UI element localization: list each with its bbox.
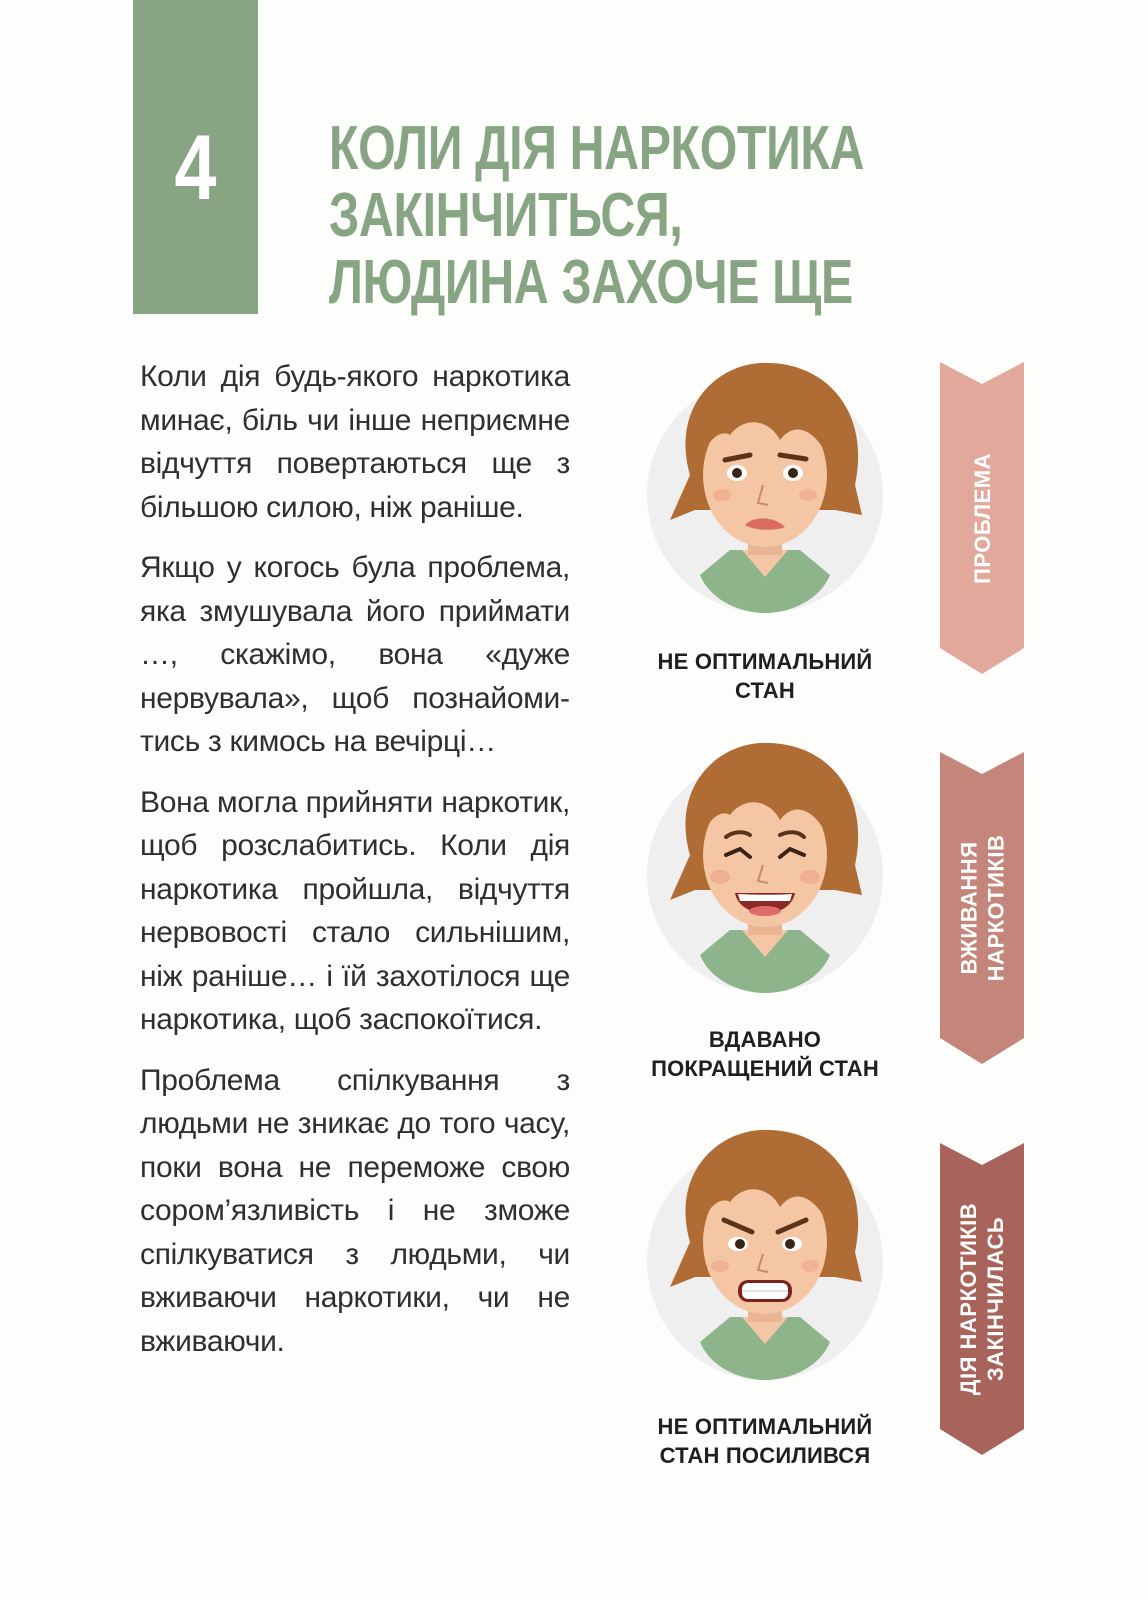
- chevron-label-effect-ended: ДІЯ НАРКОТИКІВ ЗАКІНЧИЛАСЬ: [956, 1202, 1009, 1396]
- happy-face-icon: [630, 725, 900, 995]
- page-title: [329, 114, 865, 317]
- title-line-1: КОЛИ ДІЯ НАРКОТИКА: [329, 114, 865, 183]
- stage-2-chevron: [940, 752, 1024, 1064]
- stage-1-chevron: [940, 362, 1024, 674]
- stage-1-caption: НЕ ОПТИМАЛЬНИЙ СТАН: [657, 649, 873, 703]
- title-line-2: ЗАКІНЧИТЬСЯ,: [329, 181, 683, 250]
- paragraph-3: Вона могла прийняти наркотик, щоб розслабитись. Коли дія наркотика пройшла, відчуття нервовості стало сильнішим, ніж раніше… і їй захотілося ще наркотика, щоб заспокоїтися.: [140, 785, 570, 1036]
- title-line-3: ЛЮДИНА ЗАХОЧЕ ЩЕ: [329, 248, 853, 317]
- paragraph-1: Коли дія будь-якого наркотика минає, біль чи інше неприємне відчуття повертаються ще з більшою силою, ніж раніше.: [140, 360, 570, 524]
- paragraph-4: Проблема спілкування з людьми не зникає до того часу, поки вона не переможе свою сором’язливість і не зможе спілкуватися з людьми, чи вживаючи наркотики, чи не вживаючи.: [140, 1063, 570, 1358]
- paragraph-2: Якщо у когось була проблема, яка змушувала його приймати …, скажімо, вона «дуже нервувала», щоб познайомитись з кимось на вечірці…: [140, 551, 570, 758]
- stage-2-caption: ВДАВАНО ПОКРАЩЕНИЙ СТАН: [651, 1027, 879, 1081]
- stage-3-caption: НЕ ОПТИМАЛЬНИЙ СТАН ПОСИЛИВСЯ: [657, 1414, 873, 1468]
- chevron-label-drug-use: ВЖИВАННЯ НАРКОТИКІВ: [956, 834, 1009, 982]
- section-number: 4: [174, 117, 217, 219]
- section-number-block: [133, 0, 258, 314]
- stage-3-chevron: [940, 1143, 1024, 1455]
- frustrated-face-icon: [630, 345, 900, 615]
- body-text: [140, 355, 570, 1380]
- chevron-label-problem: ПРОБЛЕМА: [969, 452, 995, 584]
- angry-face-icon: [630, 1112, 900, 1382]
